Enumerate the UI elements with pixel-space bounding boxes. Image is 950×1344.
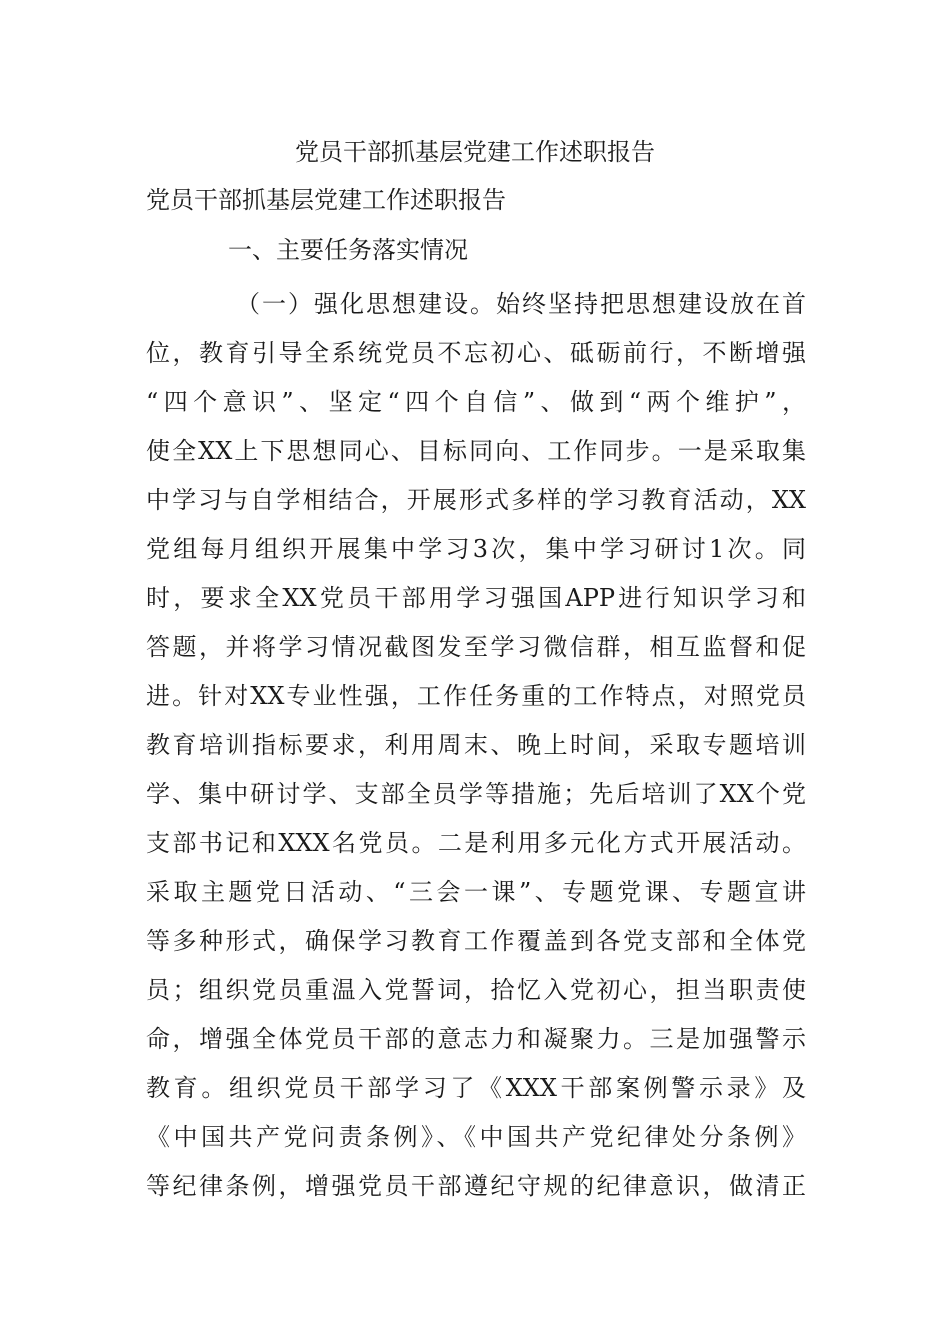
paragraph-line: 命，增强全体党员干部的意志力和凝聚力。三是加强警示 xyxy=(146,1025,806,1053)
document-subtitle: 党员干部抓基层党建工作述职报告 xyxy=(146,186,506,214)
paragraph-line: 教育培训指标要求，利用周末、晚上时间，采取专题培训 xyxy=(146,731,806,759)
paragraph-line: 《中国共产党问责条例》、《中国共产党纪律处分条例》 xyxy=(146,1123,806,1151)
paragraph-line: 位，教育引导全系统党员不忘初心、砥砺前行，不断增强 xyxy=(146,339,806,367)
paragraph-line: 员；组织党员重温入党誓词，拾忆入党初心，担当职责使 xyxy=(146,976,806,1004)
paragraph-line: 支部书记和XXX名党员。二是利用多元化方式开展活动。 xyxy=(146,829,806,857)
document-title: 党员干部抓基层党建工作述职报告 xyxy=(295,138,655,166)
paragraph-line: 采取主题党日活动、“三会一课”、专题党课、专题宣讲 xyxy=(146,878,806,906)
paragraph-line: （一）强化思想建设。始终坚持把思想建设放在首 xyxy=(236,290,806,318)
paragraph-line: 学、集中研讨学、支部全员学等措施；先后培训了XX个党 xyxy=(146,780,806,808)
paragraph-line: 等纪律条例，增强党员干部遵纪守规的纪律意识，做清正 xyxy=(146,1172,806,1200)
paragraph-line: 答题，并将学习情况截图发至学习微信群，相互监督和促 xyxy=(146,633,806,661)
body-paragraph xyxy=(146,284,806,1215)
paragraph-line: 党组每月组织开展集中学习3次，集中学习研讨1次。同 xyxy=(146,535,806,563)
paragraph-line: “四个意识”、坚定“四个自信”、做到“两个维护”， xyxy=(146,388,806,416)
section-heading: 一、主要任务落实情况 xyxy=(228,236,468,264)
paragraph-line: 使全XX上下思想同心、目标同向、工作同步。一是采取集 xyxy=(146,437,806,465)
paragraph-line: 进。针对XX专业性强，工作任务重的工作特点，对照党员 xyxy=(146,682,806,710)
paragraph-line: 等多种形式，确保学习教育工作覆盖到各党支部和全体党 xyxy=(146,927,806,955)
paragraph-line: 时，要求全XX党员干部用学习强国APP进行知识学习和 xyxy=(146,584,806,612)
paragraph-line: 教育。组织党员干部学习了《XXX干部案例警示录》及 xyxy=(146,1074,806,1102)
paragraph-line: 中学习与自学相结合，开展形式多样的学习教育活动，XX xyxy=(146,486,806,514)
